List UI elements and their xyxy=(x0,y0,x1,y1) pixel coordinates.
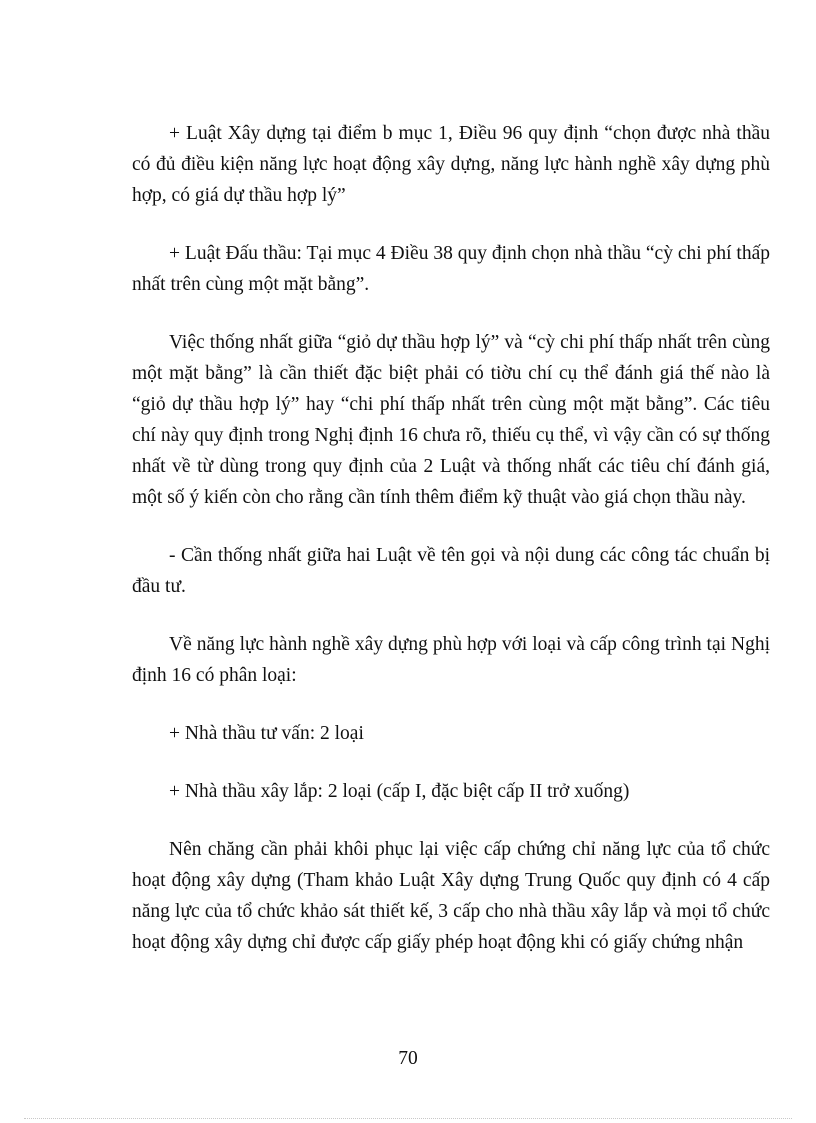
list-item-consultant: + Nhà thầu tư vấn: 2 loại xyxy=(169,723,364,744)
list-item-contractor: + Nhà thầu xây lắp: 2 loại (cấp I, đặc biệt cấp II trở xuống) xyxy=(169,781,630,802)
paragraph-unification: Việc thống nhất giữa “giỏ dự thầu hợp lý” và “cỳ chi phí thấp nhất trên cùng một mặt bằng” là cần thiết đặc biệt phải có tiờu chí cụ thể đánh giá thế nào là “giỏ dự thầu hợp lý” hay “chi phí thấp nhất trên cùng một mặt bằng”. Các tiêu chí này quy định trong Nghị định 16 chưa rõ, thiếu cụ thể, vì vậy cần có sự thống nhất về từ dùng trong quy định của 2 Luật và thống nhất các tiêu chí đánh giá, một số ý kiến còn cho rằng cần tính thêm điểm kỹ thuật vào giá chọn thầu này. xyxy=(132,332,770,508)
paragraph-capacity: Về năng lực hành nghề xây dựng phù hợp với loại và cấp công trình tại Nghị định 16 có phân loại: xyxy=(132,634,770,686)
page-number: 70 xyxy=(398,1048,418,1069)
paragraph-construction-law: + Luật Xây dựng tại điểm b mục 1, Điều 96 quy định “chọn được nhà thầu có đủ điều kiện năng lực hoạt động xây dựng, năng lực hành nghề xây dựng phù hợp, có giá dự thầu hợp lý” xyxy=(132,123,770,206)
page-bottom-divider xyxy=(24,1118,792,1119)
body-text xyxy=(132,118,770,958)
paragraph-bidding-law: + Luật Đấu thầu: Tại mục 4 Điều 38 quy định chọn nhà thầu “cỳ chi phí thấp nhất trên cùng một mặt bằng”. xyxy=(132,243,770,295)
paragraph-investment-prep: - Cần thống nhất giữa hai Luật về tên gọi và nội dung các công tác chuẩn bị đầu tư. xyxy=(132,545,770,597)
paragraph-certificate: Nên chăng cần phải khôi phục lại việc cấp chứng chỉ năng lực của tổ chức hoạt động xây dựng (Tham khảo Luật Xây dựng Trung Quốc quy định có 4 cấp năng lực của tổ chức khảo sát thiết kế, 3 cấp cho nhà thầu xây lắp và mọi tổ chức hoạt động xây dựng chỉ được cấp giấy phép hoạt động khi có giấy chứng nhận xyxy=(132,839,770,953)
